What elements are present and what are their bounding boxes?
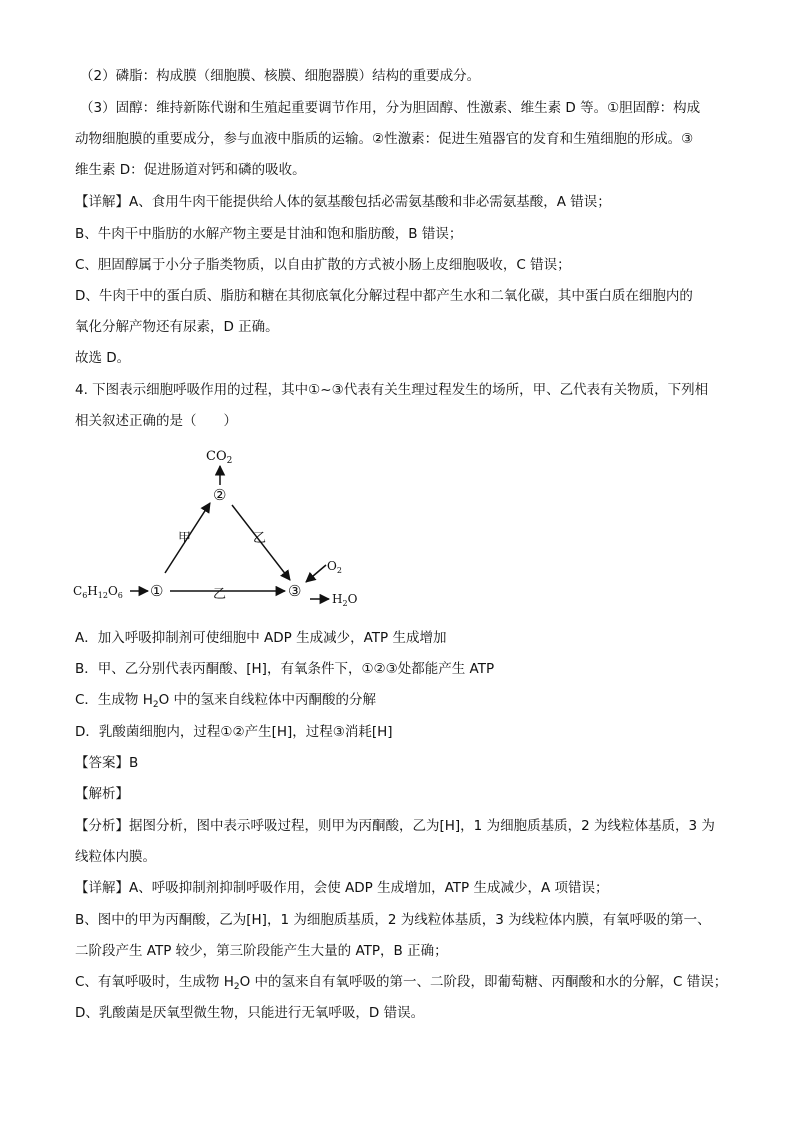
text-line: C、胆固醇属于小分子脂类物质，以自由扩散的方式被小肠上皮细胞吸收，C 错误； [75, 257, 571, 273]
jia-label: 甲 [178, 531, 192, 546]
analysis-line: 【分析】据图分析，图中表示呼吸过程，则甲为丙酮酸，乙为[H]，1 为细胞质基质，2 为线粒体基质，3 为 [75, 818, 715, 834]
site1-marker: ① [150, 582, 164, 600]
text-line: 【详解】A、食用牛肉干能提供给人体的氨基酸包括必需氨基酸和非必需氨基酸，A 错误； [75, 194, 611, 210]
yi-lower-label: 乙 [213, 587, 227, 602]
analysis-line: 二阶段产生 ATP 较少，第三阶段能产生大量的 ATP，B 正确； [75, 943, 448, 959]
analysis-line: D、乳酸菌是厌氧型微生物，只能进行无氧呼吸，D 错误。 [75, 1005, 425, 1021]
analysis-line: B、图中的甲为丙酮酸，乙为[H]，1 为细胞质基质，2 为线粒体基质，3 为线粒体内膜，有氧呼吸的第一、 [75, 912, 711, 928]
analysis-line: 【详解】A、呼吸抑制剂抑制呼吸作用，会使 ADP 生成增加，ATP 生成减少，A 项错误； [75, 880, 609, 896]
question-stem: 相关叙述正确的是（ ） [75, 413, 237, 429]
glucose-label: $C_6H_{12}O_6$ [73, 584, 123, 600]
arrow-o2-site3 [306, 565, 326, 582]
h2o-label: $H_2O$ [332, 592, 358, 608]
respiration-diagram [70, 440, 370, 615]
text-line: 维生素 D：促进肠道对钙和磷的吸收。 [75, 162, 306, 178]
text-line: （2）磷脂：构成膜（细胞膜、核膜、细胞器膜）结构的重要成分。 [80, 68, 481, 84]
option-c: C．生成物 $H_2O$ 中的氢来自线粒体中丙酮酸的分解 [75, 692, 377, 710]
o2-label: $O_2$ [327, 559, 342, 575]
text-line: D、牛肉干中的蛋白质、脂肪和糖在其彻底氧化分解过程中都产生水和二氧化碳，其中蛋白质在细胞内的 [75, 288, 693, 304]
co2-label: $CO_2$ [206, 449, 233, 466]
answer-label: 【答案】B [75, 755, 139, 771]
option-d: D．乳酸菌细胞内，过程①②产生[H]，过程③消耗[H] [75, 724, 393, 740]
site3-marker: ③ [288, 582, 302, 600]
text-line: B、牛肉干中脂肪的水解产物主要是甘油和饱和脂肪酸，B 错误； [75, 226, 463, 242]
text-line: 动物细胞膜的重要成分，参与血液中脂质的运输。②性激素：促进生殖器官的发育和生殖细胞的形成。③ [75, 131, 694, 147]
yi-upper-label: 乙 [253, 531, 267, 546]
analysis-line: C、有氧呼吸时，生成物 $H_2O$ 中的氢来自有氧呼吸的第一、二阶段，即葡萄糖、丙酮酸和水的分解，C 错误； [75, 974, 728, 992]
text-line: （3）固醇：维持新陈代谢和生殖起重要调节作用，分为胆固醇、性激素、维生素 D 等。①胆固醇：构成 [80, 100, 701, 116]
text-line: 氧化分解产物还有尿素，D 正确。 [75, 319, 279, 335]
text-line: 故选 D。 [75, 350, 131, 366]
analysis-heading: 【解析】 [75, 786, 129, 802]
site2-marker: ② [213, 486, 227, 504]
option-a: A．加入呼吸抑制剂可使细胞中 ADP 生成减少，ATP 生成增加 [75, 630, 447, 646]
option-b: B．甲、乙分别代表丙酮酸、[H]，有氧条件下，①②③处都能产生 ATP [75, 661, 495, 677]
analysis-line: 线粒体内膜。 [75, 849, 156, 865]
question-stem: 4. 下图表示细胞呼吸作用的过程，其中①~③代表有关生理过程发生的场所，甲、乙代表有关物质，下列相 [75, 382, 709, 398]
